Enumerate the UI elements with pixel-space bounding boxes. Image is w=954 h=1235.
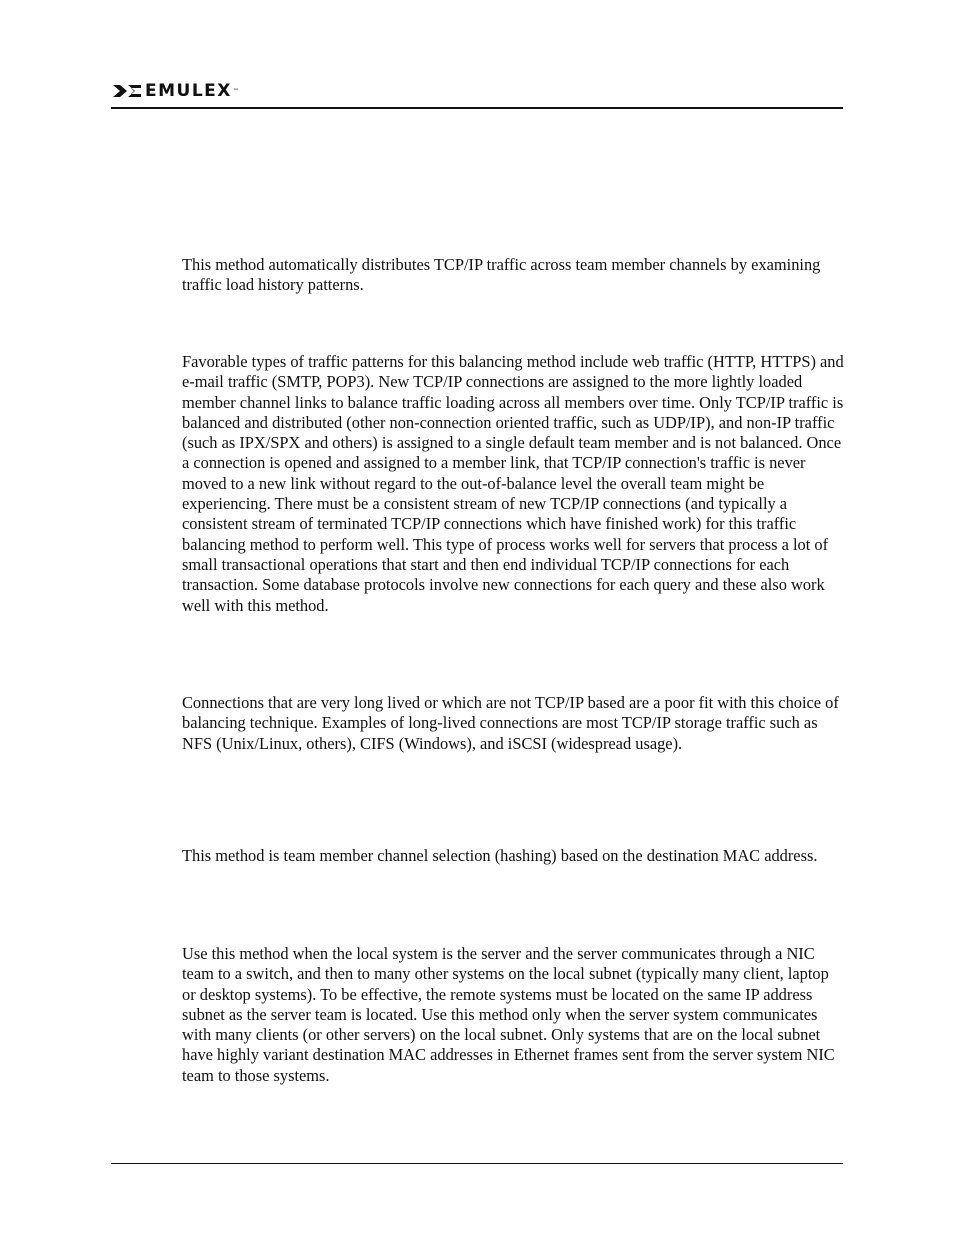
trademark-mark: ™	[232, 87, 239, 95]
header-rule	[111, 107, 843, 109]
paragraph-poor-fit: Connections that are very long lived or which are not TCP/IP based are a poor fit with this choice of balancing technique. Examples of long-lived connections are most TCP/IP storage traffic such as NFS (Unix/Linux, others), CIFS (Windows), and iSCSI (widespread usage).	[182, 693, 839, 753]
paragraph-destination-mac: This method is team member channel selection (hashing) based on the destination MAC address.	[182, 846, 818, 865]
paragraph-local-subnet: Use this method when the local system is the server and the server communicates through a NIC team to a switch, and then to many other systems on the local subnet (typically many client, laptop or desktop systems). To be effective, the remote systems must be located on the same IP address subnet as the server team is located. Use this method only when the server system communicates with many clients (or other servers) on the local subnet. Only systems that are on the local subnet have highly variant destination MAC addresses in Ethernet frames sent from the server system NIC team to those systems.	[182, 944, 835, 1085]
logo-wordmark: EMULEX	[145, 81, 232, 101]
paragraph-favorable-traffic: Favorable types of traffic patterns for this balancing method include web traffic (HTTP, HTTPS) and e-mail traffic (SMTP, POP3). New TCP/IP connections are assigned to the more lightly loaded member channel links to balance traffic loading across all members over time. Only TCP/IP traffic is balanced and distributed (other non-connection oriented traffic, such as UDP/IP), and non-IP traffic (such as IPX/SPX and others) is assigned to a single default team member and is not balanced. Once a connection is opened and assigned to a member link, that TCP/IP connection's traffic is never moved to a new link without regard to the out-of-balance level the overall team might be experiencing. There must be a consistent stream of new TCP/IP connections (and typically a consistent stream of terminated TCP/IP connections which have finished work) for this traffic balancing method to perform well. This type of process works well for servers that process a lot of small transactional operations that start and then end individual TCP/IP connections for each transaction. Some database protocols involve new connections for each query and these also work well with this method.	[182, 352, 844, 615]
paragraph-load-history: This method automatically distributes TCP/IP traffic across team member channels by examining traffic load history patterns.	[182, 255, 821, 295]
emulex-logo	[112, 80, 239, 102]
emulex-logo-icon	[112, 83, 142, 99]
footer-rule	[111, 1163, 843, 1164]
page-header	[112, 80, 843, 102]
